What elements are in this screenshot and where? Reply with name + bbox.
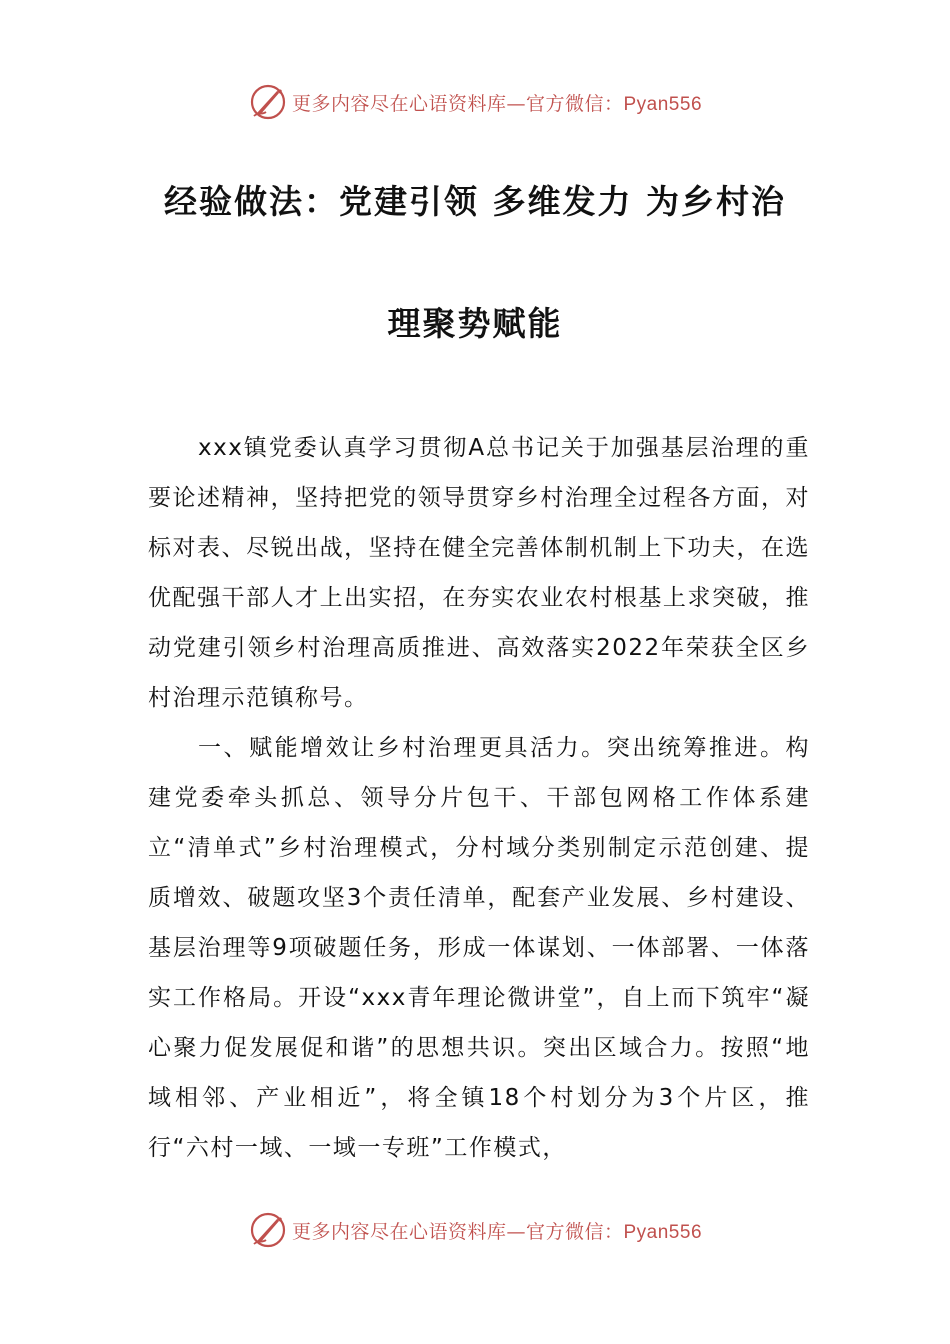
watermark-banner-top <box>0 80 950 124</box>
paragraph: xxx镇党委认真学习贯彻A总书记关于加强基层治理的重要论述精神，坚持把党的领导贯穿乡村治理全过程各方面，对标对表、尽锐出战，坚持在健全完善体制机制上下功夫，在选优配强干部人才上出实招，在夯实农业农村根基上求突破，推动党建引领乡村治理高质推进、高效落实2022年荣获全区乡村治理示范镇称号。 <box>148 435 810 711</box>
paragraph: 一、赋能增效让乡村治理更具活力。突出统筹推进。构建党委牵头抓总、领导分片包干、干部包网格工作体系建立“清单式”乡村治理模式，分村域分类别制定示范创建、提质增效、破题攻坚3个责任清单，配套产业发展、乡村建设、基层治理等9项破题任务，形成一体谋划、一体部署、一体落实工作格局。开设“xxx青年理论微讲堂”，自上而下筑牢“凝心聚力促发展促和谐”的思想共识。突出区域合力。按照“地域相邻、产业相近”，将全镇18个村划分为3个片区，推行“六村一域、一域一专班”工作模式， <box>148 735 810 1161</box>
watermark-banner-bottom <box>0 1208 950 1252</box>
watermark-site-text: 更多内容尽在心语资料库—官方微信： <box>291 1220 624 1243</box>
document-body <box>148 423 810 1173</box>
document-title-line-1: 经验做法：党建引领 多维发力 为乡村治 <box>164 182 786 221</box>
watermark-wechat-id: Pyan556 <box>623 1221 703 1243</box>
quill-pen-logo-icon <box>248 82 288 122</box>
watermark-wechat-id: Pyan556 <box>623 93 703 115</box>
quill-pen-logo-icon <box>248 1210 288 1250</box>
watermark-site-text: 更多内容尽在心语资料库—官方微信： <box>291 92 624 115</box>
document-title-line-2: 理聚势赋能 <box>387 304 563 343</box>
